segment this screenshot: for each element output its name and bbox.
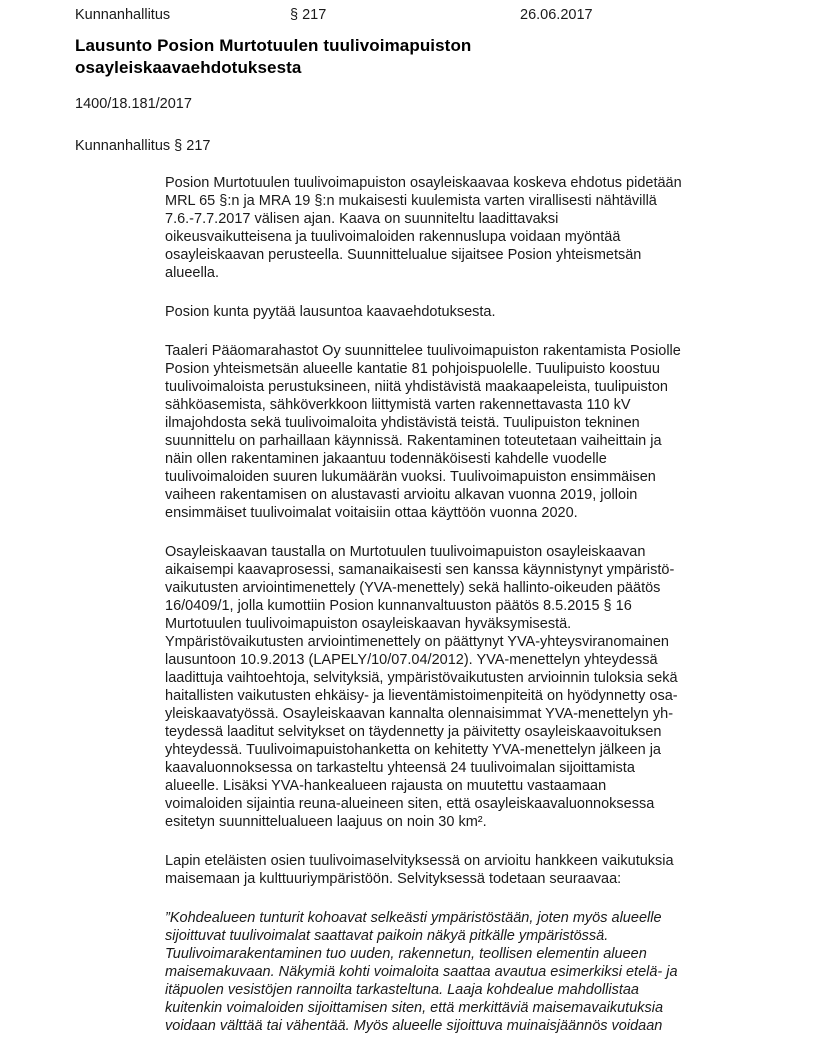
page-header-row	[75, 6, 755, 24]
paragraph-line: Posion Murtotuulen tuulivoimapuiston osayleiskaavaa koskeva ehdotus pidetään	[165, 175, 682, 191]
paragraph	[165, 852, 785, 888]
paragraph	[165, 543, 785, 831]
paragraph-line: ensimmäiset tuulivoimalat voitaisiin ottaa käyttöön vuonna 2020.	[165, 505, 578, 521]
paragraph-line: maisemaan ja kulttuuriympäristöön. Selvityksessä todetaan seuraavaa:	[165, 871, 622, 887]
paragraph-line: itäpuolen vesistöjen rannoilta tarkasteltuna. Laaja kohdealue mahdollistaa	[165, 982, 639, 998]
paragraph-line: haitallisten vaikutusten ehkäisy- ja lieventämistoimenpiteitä on hyödynnetty osa-	[165, 688, 678, 704]
paragraph-line: aikaisempi kaavaprosessi, samanaikaisesti sen kanssa käynnistynyt ympäristö-	[165, 562, 675, 578]
paragraph-line: 7.6.-7.7.2017 välisen ajan. Kaava on suunniteltu laadittavaksi	[165, 211, 559, 227]
paragraph-line: voimaloiden sijaintia reuna-alueineen siten, että osayleiskaavaluonnoksessa	[165, 796, 655, 812]
paragraph-line: lausuntoon 10.9.2013 (LAPELY/10/07.04/2012). YVA-menettelyn yhteydessä	[165, 652, 658, 668]
paragraph-line: yhteydessä. Tuulivoimapuistohanketta on kehitetty YVA-menettelyn jälkeen ja	[165, 742, 661, 758]
section-reference: Kunnanhallitus § 217	[75, 138, 211, 154]
paragraph-line: Osayleiskaavan taustalla on Murtotuulen tuulivoimapuiston osayleiskaavan	[165, 544, 646, 560]
paragraph-line: ”Kohdealueen tunturit kohoavat selkeästi ympäristöstään, joten myös alueelle	[165, 910, 662, 926]
paragraph-line: yleiskaavatyössä. Osayleiskaavan kannalta olennaisimmat YVA-menettelyn yh-	[165, 706, 674, 722]
paragraph	[165, 909, 785, 1035]
paragraph-line: Tuulivoimarakentaminen tuo uuden, rakennetun, teollisen elementin alueen	[165, 946, 647, 962]
paragraph-line: teydessä laaditut selvitykset on täydennetty ja päivitetty osayleiskaavoituksen	[165, 724, 662, 740]
diary-number: 1400/18.181/2017	[75, 96, 192, 112]
paragraph	[165, 342, 785, 522]
paragraph-line: sähköasemista, sähköverkkoon liittymistä varten rakennettavasta 110 kV	[165, 397, 631, 413]
paragraph-line: Murtotuulen tuulivoimapuiston osayleiskaavan hyväksymisestä.	[165, 616, 572, 632]
paragraph-line: tuulivoimaloiden suuren lukumäärän vuoksi. Tuulivoimapuiston ensimmäisen	[165, 469, 656, 485]
paragraph-line: Posion kunta pyytää lausuntoa kaavaehdotuksesta.	[165, 304, 496, 320]
header-committee: Kunnanhallitus	[75, 7, 171, 23]
paragraph-line: Taaleri Pääomarahastot Oy suunnittelee tuulivoimapuiston rakentamista Posiolle	[165, 343, 681, 359]
document-body	[165, 174, 785, 1056]
paragraph-line: 16/0409/1, jolla kumottiin Posion kunnanvaltuuston päätös 8.5.2015 § 16	[165, 598, 632, 614]
paragraph-line: osayleiskaavan perusteella. Suunnittelualue sijaitsee Posion yhteismetsän	[165, 247, 642, 263]
paragraph-line: kuitenkin voimaloiden sijoittamisen siten, että merkittäviä maisemavaikutuksia	[165, 1000, 664, 1016]
paragraph-line: oikeusvaikutteisena ja tuulivoimaloiden rakennuslupa voidaan myöntää	[165, 229, 621, 245]
paragraph-line: esitetyn suunnittelualueen laajuus on noin 30 km².	[165, 814, 487, 830]
header-section-number: § 217	[290, 7, 327, 23]
header-meeting-date: 26.06.2017	[520, 7, 593, 23]
paragraph-line: Posion yhteismetsän alueelle kantatie 81 pohjoispuolelle. Tuulipuisto koostuu	[165, 361, 660, 377]
paragraph-line: Lapin eteläisten osien tuulivoimaselvityksessä on arvioitu hankkeen vaikutuksia	[165, 853, 674, 869]
paragraph	[165, 174, 785, 282]
paragraph-line: tuulivoimaloista perustuksineen, niitä yhdistävistä maakaapeleista, tuulipuiston	[165, 379, 668, 395]
paragraph-line: Ympäristövaikutusten arviointimenettely on päättynyt YVA-yhteysviranomainen	[165, 634, 669, 650]
paragraph-line: vaikutusten arviointimenettely (YVA-menettely) sekä hallinto-oikeuden päätös	[165, 580, 661, 596]
paragraph-line: vaiheen rakentamisen on alustavasti arvioitu alkavan vuonna 2019, jolloin	[165, 487, 638, 503]
paragraph-line: MRL 65 §:n ja MRA 19 §:n mukaisesti kuulemista varten virallisesti nähtävillä	[165, 193, 657, 209]
paragraph-line: suunnittelu on parhaillaan käynnissä. Rakentaminen toteutetaan vaiheittain ja	[165, 433, 662, 449]
paragraph-line: sijoittuvat tuulivoimalat saattavat paikoin näkyä pitkälle ympäristössä.	[165, 928, 609, 944]
paragraph-line: voidaan välttää tai vähentää. Myös alueelle sijoittuva muinaisjäännös voidaan	[165, 1018, 663, 1034]
paragraph	[165, 303, 785, 321]
paragraph-line: laadittuja vaihtoehtoja, selvityksiä, ympäristövaikutusten arvioinnin tuloksia sekä	[165, 670, 678, 686]
paragraph-line: kaavaluonnoksessa on tarkasteltu yhteensä 24 tuulivoimalan sijoittamista	[165, 760, 635, 776]
paragraph-line: ilmajohdosta sekä tuulivoimaloita yhdistävistä teistä. Tuulipuiston tekninen	[165, 415, 640, 431]
paragraph-line: alueelle. Lisäksi YVA-hankealueen rajausta on muutettu vastaamaan	[165, 778, 607, 794]
document-title: Lausunto Posion Murtotuulen tuulivoimapuiston osayleiskaavaehdotuksesta	[75, 36, 472, 77]
paragraph-line: maisemakuvaan. Näkymiä kohti voimaloita saattaa avautua esimerkiksi etelä- ja	[165, 964, 678, 980]
paragraph-line: alueella.	[165, 265, 220, 281]
paragraph-line: näin ollen rakentaminen jakaantuu todennäköisesti kahdelle vuodelle	[165, 451, 607, 467]
